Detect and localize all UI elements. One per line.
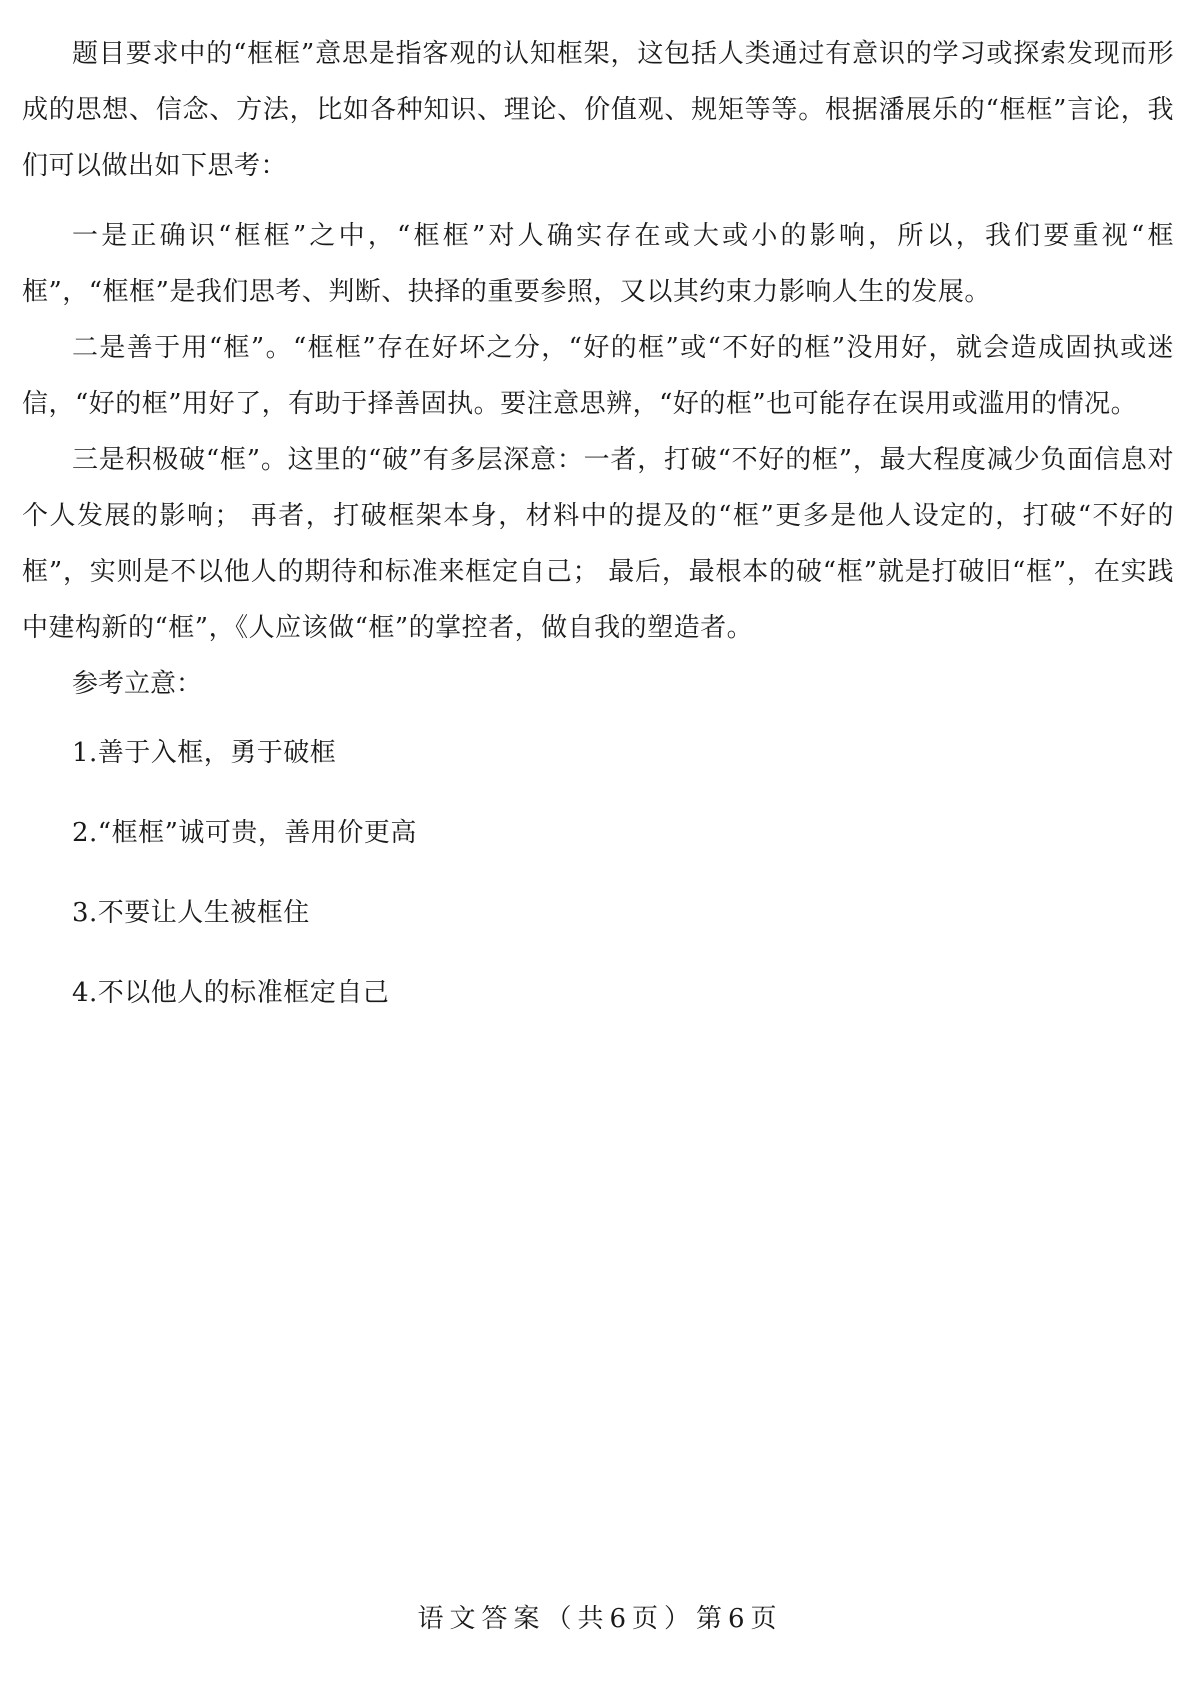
point-one-paragraph: 一是正确识“框框”之中，“框框”对人确实存在或大或小的影响，所以，我们要重视“框框”，“框框”是我们思考、判断、抉择的重要参照，又以其约束力影响人生的发展。 [22, 221, 1174, 307]
reference-label: 参考立意： [72, 669, 203, 699]
reference-item: 1.善于入框，勇于破框 [72, 738, 337, 768]
point-two-paragraph: 二是善于用“框”。“框框”存在好坏之分，“好的框”或“不好的框”没用好，就会造成固执或迷信，“好的框”用好了，有助于择善固执。要注意思辨，“好的框”也可能存在误用或滥用的情况。 [22, 333, 1174, 419]
reference-item: 2.“框框”诚可贵，善用价更高 [72, 818, 417, 848]
reference-item: 3.不要让人生被框住 [72, 898, 310, 928]
intro-paragraph: 题目要求中的“框框”意思是指客观的认知框架，这包括人类通过有意识的学习或探索发现而形成的思想、信念、方法，比如各种知识、理论、价值观、规矩等等。根据潘展乐的“框框”言论，我们可以做出如下思考： [22, 39, 1174, 181]
document-body [22, 26, 1174, 1058]
reference-item: 4.不以他人的标准框定自己 [72, 978, 390, 1008]
point-three-paragraph: 三是积极破“框”。这里的“破”有多层深意：一者，打破“不好的框”，最大程度减少负面信息对个人发展的影响； 再者，打破框架本身，材料中的提及的“框”更多是他人设定的，打破“不好的框”，实则是不以他人的期待和标准来框定自己； 最后，最根本的破“框”就是打破旧“框”，在实践中建构新的“框”，《人应该做“框”的掌控者，做自我的塑造者。 [22, 445, 1174, 643]
page-footer: 语文答案（共6页）第6页 [417, 1604, 783, 1634]
reference-list [22, 738, 1174, 1008]
